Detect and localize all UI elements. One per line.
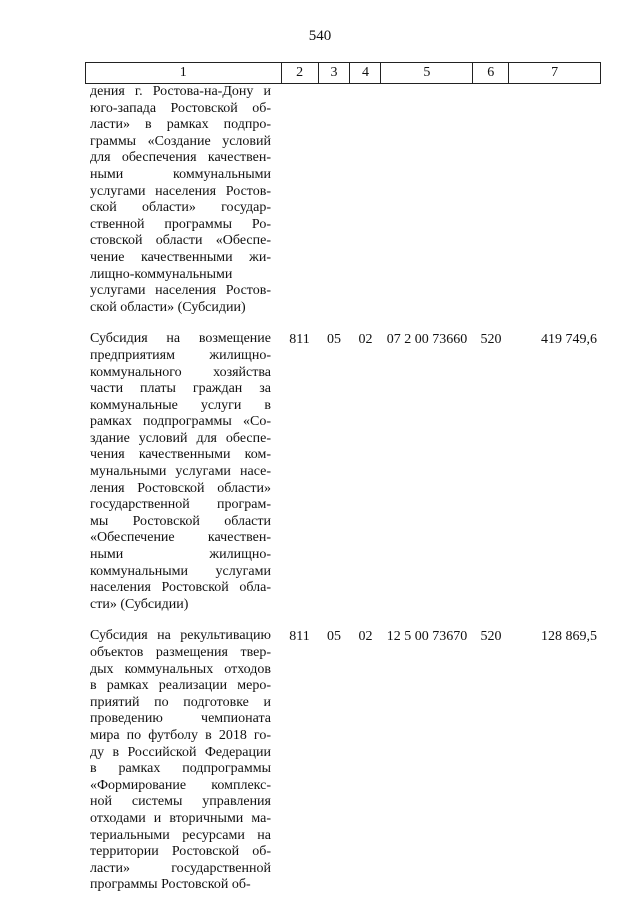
description-line: ления Ростовской области» [90,480,271,496]
row-description [85,331,281,613]
section-code: 05 [327,629,341,645]
description-line: услугами населения Ростов- [90,283,271,299]
header-col-6: 6 [473,63,509,83]
description-line: чения качественными ком- [90,447,271,463]
table-body [85,84,601,894]
description-line: «Обеспечение качествен- [90,530,271,546]
description-line: ственной программы Ро- [90,216,271,232]
description-line: ласти» государственной [90,860,271,876]
description-line: коммунальными услугами [90,563,271,579]
description-line: стовской области «Обеспе- [90,233,271,249]
ministry-code: 811 [289,629,310,645]
target-article-code: 12 5 00 73670 [386,629,468,645]
header-col-4: 4 [350,63,381,83]
description-line: граммы «Создание условий [90,133,271,149]
subsection-code: 02 [358,629,373,645]
expense-type-code: 520 [480,332,502,348]
description-line: услугами населения Ростов- [90,183,271,199]
description-line: части платы граждан за [90,381,271,397]
table-row [85,331,601,613]
description-line: проведению чемпионата [90,711,271,727]
description-line: населения Ростовской обла- [90,580,271,596]
ministry-code: 811 [289,332,310,348]
description-line: для обеспечения качествен- [90,150,271,166]
description-line: юго-запада Ростовской об- [90,100,271,116]
description-line: программы Ростовской об- [90,877,251,893]
subsection-code: 02 [358,332,373,348]
subsection-code [350,84,381,85]
description-line: ду в Российской Федерации [90,744,271,760]
description-line: ской области» государ- [90,200,271,216]
description-line: сти» (Субсидии) [90,596,189,612]
ministry-code [281,84,318,85]
description-line: государственной програм- [90,497,271,513]
description-line: лищно-коммунальными [90,266,233,282]
target-article-code: 07 2 00 73660 [386,332,468,348]
section-code [318,84,350,85]
amount [509,84,601,85]
description-line: ными коммунальными [90,166,271,182]
page-number: 540 [308,28,332,44]
description-line: в рамках реализации меро- [90,678,271,694]
description-line: «Формирование комплекс- [90,777,271,793]
description-line: коммунального хозяйства [90,364,271,380]
description-line: ласти» в рамках подпро- [90,117,271,133]
header-col-3: 3 [319,63,351,83]
section-code: 05 [327,332,341,348]
row-gap [85,613,601,628]
description-line: дения г. Ростова-на-Дону и [90,84,271,99]
description-line: коммунальные услуги в [90,397,271,413]
description-line: объектов размещения твер- [90,645,271,660]
description-line: Субсидия на рекультивацию [90,628,271,644]
description-line: ными жилищно- [90,547,271,563]
table-row [85,84,601,316]
description-line: здание условий для обеспе- [90,430,271,446]
description-line: территории Ростовской об- [90,844,271,860]
target-article-code [381,84,473,85]
expense-type-code [473,84,509,85]
amount: 419 749,6 [541,332,597,348]
table-header [85,62,601,84]
description-line: мы Ростовской области [90,513,271,529]
description-line: дых коммунальных отходов [90,661,271,677]
description-line: териальными ресурсами на [90,827,271,843]
description-line: приятий по подготовке и [90,694,271,710]
description-line: предприятиям жилищно- [90,347,271,363]
header-col-7: 7 [509,63,601,83]
description-line: мира по футболу в 2018 го- [90,727,271,743]
table-row [85,628,601,894]
description-line: мунальными услугами насе- [90,464,271,480]
description-line: в рамках подпрограммы [90,761,271,777]
amount: 128 869,5 [541,629,597,645]
header-col-1: 1 [86,63,282,83]
budget-table [85,62,601,894]
row-description [85,84,281,316]
expense-type-code: 520 [480,629,502,645]
description-line: ской области» (Субсидии) [90,299,246,315]
description-line: Субсидия на возмещение [90,331,271,347]
row-description [85,628,281,894]
description-line: чение качественными жи- [90,249,271,265]
description-line: ной системы управления [90,794,271,810]
description-line: рамках подпрограммы «Со- [90,414,271,430]
header-col-5: 5 [381,63,473,83]
row-gap [85,316,601,331]
description-line: отходами и вторичными ма- [90,810,271,826]
header-col-2: 2 [282,63,319,83]
